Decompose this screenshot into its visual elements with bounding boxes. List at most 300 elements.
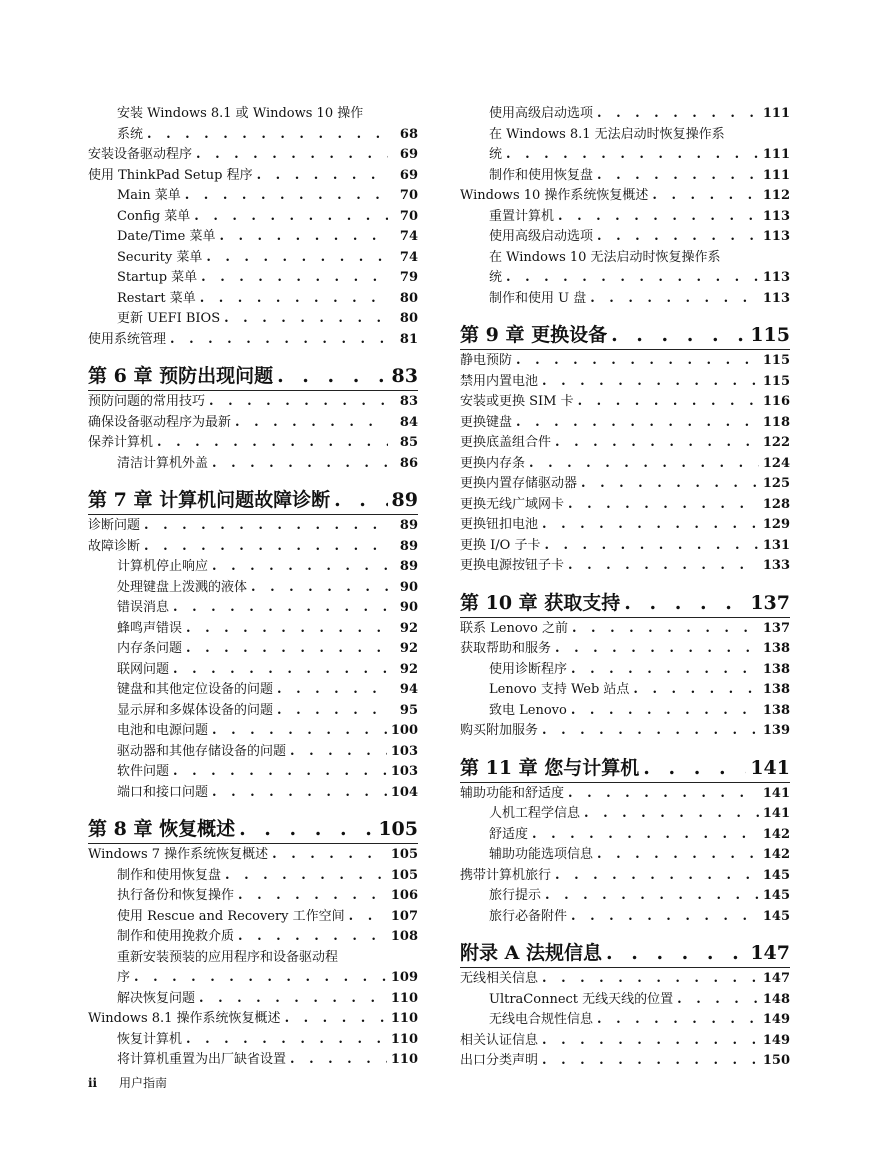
toc-subsection-entry[interactable] — [88, 186, 418, 207]
entry-title: 更新 UEFI BIOS — [117, 311, 221, 326]
toc-section-entry[interactable] — [460, 186, 790, 207]
entry-page-number: 92 — [399, 620, 418, 636]
entry-title: 人机工程学信息 — [489, 806, 581, 821]
toc-subsection-entry[interactable] — [88, 557, 418, 578]
toc-subsection-entry[interactable] — [88, 454, 418, 475]
dot-leader — [542, 969, 759, 990]
entry-title: 辅助功能选项信息 — [489, 847, 594, 862]
toc-subsection-entry[interactable] — [460, 990, 790, 1011]
entry-page-number: 109 — [390, 970, 418, 985]
dot-leader — [257, 166, 388, 187]
entry-page-number: 115 — [762, 353, 790, 368]
dot-leader — [555, 866, 759, 887]
entry-page-number: 74 — [399, 229, 418, 244]
entry-page-number: 105 — [390, 867, 418, 883]
toc-chapter-heading[interactable] — [460, 755, 790, 781]
chapter-rule — [88, 843, 418, 844]
entry-title: 蜂鸣声错误 — [117, 620, 183, 636]
entry-page-number: 81 — [399, 331, 418, 347]
toc-subsection-entry[interactable] — [460, 804, 790, 825]
entry-title: 清洁计算机外盖 — [117, 455, 209, 471]
entry-page-number: 112 — [762, 188, 790, 203]
entry-page-number: 128 — [762, 496, 790, 512]
dot-leader — [597, 166, 759, 187]
entry-page-number: 131 — [762, 537, 790, 553]
entry-page-number: 110 — [390, 1031, 418, 1047]
dot-leader — [173, 762, 387, 783]
entry-title: 辅助功能和舒适度 — [460, 785, 565, 801]
toc-section-entry[interactable] — [460, 351, 790, 372]
dot-leader — [545, 886, 759, 907]
entry-title: 使用系统管理 — [88, 331, 167, 347]
dot-leader — [578, 392, 759, 413]
toc-chapter-heading[interactable] — [460, 940, 790, 966]
entry-title-line-2-row — [117, 968, 418, 989]
entry-page-number: 116 — [762, 394, 790, 409]
entry-title-line-2: 统 — [489, 270, 503, 285]
toc-subsection-entry[interactable] — [88, 227, 418, 248]
dot-leader — [633, 680, 758, 701]
toc-subsection-entry[interactable] — [88, 248, 418, 269]
dot-leader — [532, 825, 759, 846]
toc-subsection-entry[interactable] — [88, 866, 418, 887]
entry-title: 使用 ThinkPad Setup 程序 — [88, 167, 253, 183]
entry-page-number: 70 — [399, 188, 418, 203]
chapter-rule — [88, 390, 418, 391]
entry-title: 使用诊断程序 — [489, 661, 568, 677]
dot-leader — [542, 515, 759, 536]
toc-subsection-entry[interactable] — [88, 578, 418, 599]
entry-title: 更换内存条 — [460, 455, 526, 471]
entry-title: 禁用内置电池 — [460, 373, 539, 389]
toc-subsection-entry[interactable] — [88, 660, 418, 681]
entry-title-line-2-row — [117, 125, 418, 146]
dot-leader — [224, 309, 388, 330]
toc-section-entry[interactable] — [460, 474, 790, 495]
entry-title-line-1: 重新安装预装的应用程序和设备驱动程 — [117, 949, 339, 965]
dot-leader — [597, 845, 759, 866]
dot-leader — [238, 886, 387, 907]
dot-leader — [185, 186, 388, 207]
entry-title: 致电 Lenovo — [489, 702, 567, 718]
entry-page-number: 110 — [390, 1011, 418, 1026]
dot-leader — [206, 248, 388, 269]
dot-leader — [597, 227, 759, 248]
entry-page-number: 68 — [399, 126, 418, 142]
toc-section-entry[interactable] — [460, 1031, 790, 1052]
entry-page-number: 124 — [762, 455, 790, 471]
entry-page-number: 90 — [399, 600, 418, 615]
entry-page-number: 113 — [762, 208, 790, 224]
entry-title: 使用 Rescue and Recovery 工作空间 — [117, 908, 345, 924]
chapter-page-number: 89 — [391, 489, 418, 511]
toc-section-entry[interactable] — [88, 516, 418, 537]
entry-title: Startup 菜单 — [117, 270, 198, 285]
dot-leader — [200, 289, 388, 310]
dot-leader — [584, 804, 759, 825]
dot-leader — [349, 907, 387, 928]
entry-page-number: 89 — [399, 518, 418, 533]
chapter-page-number: 105 — [378, 818, 418, 840]
toc-subsection-entry[interactable] — [88, 742, 418, 763]
toc-subsection-entry[interactable] — [88, 927, 418, 948]
entry-page-number: 138 — [762, 682, 790, 697]
toc-subsection-entry[interactable] — [460, 680, 790, 701]
entry-title: 舒适度 — [489, 826, 529, 842]
entry-page-number: 83 — [399, 394, 418, 409]
entry-title: Main 菜单 — [117, 188, 181, 203]
entry-title: Lenovo 支持 Web 站点 — [489, 682, 630, 697]
entry-page-number: 106 — [390, 888, 418, 903]
toc-subsection-entry[interactable] — [460, 907, 790, 928]
chapter-title: 第 6 章 预防出现问题 — [88, 365, 274, 387]
entry-page-number: 139 — [762, 723, 790, 738]
toc-subsection-entry[interactable] — [88, 309, 418, 330]
entry-page-number: 111 — [762, 167, 790, 183]
entry-title: 携带计算机旅行 — [460, 867, 552, 883]
entry-page-number: 145 — [762, 867, 790, 883]
entry-page-number: 142 — [762, 826, 790, 842]
entry-title: 软件问题 — [117, 764, 170, 779]
chapter-page-number: 137 — [750, 591, 790, 614]
dot-leader — [572, 619, 759, 640]
dot-leader — [516, 413, 759, 434]
dot-leader — [568, 556, 759, 577]
entry-page-number: 113 — [762, 290, 790, 306]
chapter-title: 第 11 章 您与计算机 — [460, 756, 640, 779]
page-footer — [88, 1074, 167, 1091]
entry-title: 无线电合规性信息 — [489, 1012, 594, 1027]
entry-page-number: 137 — [762, 620, 790, 636]
toc-subsection-entry[interactable] — [88, 619, 418, 640]
entry-title-line-1: 安装 Windows 8.1 或 Windows 10 操作 — [117, 106, 364, 121]
entry-title: 制作和使用 U 盘 — [489, 290, 587, 306]
entry-page-number: 145 — [762, 908, 790, 924]
entry-page-number: 69 — [399, 167, 418, 183]
toc-subsection-entry[interactable] — [460, 248, 790, 289]
entry-title: 端口和接口问题 — [117, 784, 209, 800]
toc-section-entry[interactable] — [88, 145, 418, 166]
entry-page-number: 84 — [399, 414, 418, 430]
dot-leader — [542, 372, 759, 393]
chapter-rule — [460, 782, 790, 783]
entry-title: 电池和电源问题 — [117, 723, 209, 738]
entry-title-line-1: 在 Windows 8.1 无法启动时恢复操作系 — [489, 126, 725, 142]
toc-section-entry[interactable] — [88, 1009, 418, 1030]
dot-leader — [544, 536, 758, 557]
entry-page-number: 110 — [390, 990, 418, 1006]
dot-leader — [542, 1051, 759, 1072]
toc-section-entry[interactable] — [88, 413, 418, 434]
dot-leader — [170, 330, 388, 351]
toc-subsection-entry[interactable] — [88, 639, 418, 660]
dot-leader — [652, 186, 758, 207]
dot-leader — [212, 557, 388, 578]
toc-section-entry[interactable] — [88, 537, 418, 558]
entry-page-number: 149 — [762, 1032, 790, 1048]
toc-subsection-entry[interactable] — [460, 845, 790, 866]
toc-subsection-entry[interactable] — [460, 1010, 790, 1031]
entry-title: 旅行必备附件 — [489, 908, 568, 924]
entry-title: 确保设备驱动程序为最新 — [88, 414, 232, 430]
entry-title: 内存条问题 — [117, 641, 183, 656]
dot-leader — [597, 1010, 759, 1031]
toc-subsection-entry[interactable] — [460, 227, 790, 248]
entry-page-number: 107 — [390, 908, 418, 924]
entry-title: UltraConnect 无线天线的位置 — [489, 991, 674, 1007]
dot-leader — [643, 755, 746, 781]
toc-subsection-entry[interactable] — [88, 783, 418, 804]
dot-leader — [516, 351, 759, 372]
entry-title: 驱动器和其他存储设备的问题 — [117, 743, 287, 759]
chapter-title: 第 10 章 获取支持 — [460, 591, 621, 614]
toc-subsection-entry[interactable] — [88, 721, 418, 742]
entry-page-number: 90 — [399, 579, 418, 595]
dot-leader — [238, 927, 387, 948]
footer-page-number: ii — [88, 1076, 98, 1090]
toc-section-entry[interactable] — [88, 845, 418, 866]
entry-title: Date/Time 菜单 — [117, 229, 216, 244]
entry-page-number: 150 — [762, 1053, 790, 1068]
entry-page-number: 133 — [762, 558, 790, 573]
dot-leader — [590, 289, 759, 310]
toc-section-entry[interactable] — [460, 515, 790, 536]
chapter-title: 第 7 章 计算机问题故障诊断 — [88, 489, 331, 511]
toc-subsection-entry[interactable] — [460, 207, 790, 228]
entry-page-number: 79 — [399, 270, 418, 285]
entry-title: 使用高级启动选项 — [489, 106, 594, 121]
entry-title: 购买附加服务 — [460, 723, 539, 738]
dot-leader — [144, 537, 388, 558]
chapter-page-number: 141 — [750, 756, 790, 779]
toc-subsection-entry[interactable] — [88, 701, 418, 722]
dot-leader — [555, 433, 759, 454]
entry-title: 重置计算机 — [489, 208, 555, 224]
toc-section-entry[interactable] — [460, 454, 790, 475]
toc-subsection-entry[interactable] — [88, 907, 418, 928]
toc-section-entry[interactable] — [460, 433, 790, 454]
toc-subsection-entry[interactable] — [460, 825, 790, 846]
toc-subsection-entry[interactable] — [460, 125, 790, 166]
entry-page-number: 111 — [762, 106, 790, 121]
toc-section-entry[interactable] — [460, 784, 790, 805]
toc-chapter-heading[interactable] — [88, 816, 418, 842]
dot-leader — [251, 578, 388, 599]
toc-section-entry[interactable] — [460, 372, 790, 393]
dot-leader — [597, 104, 759, 125]
entry-title: 显示屏和多媒体设备的问题 — [117, 702, 274, 718]
dot-leader — [147, 125, 388, 146]
dot-leader — [334, 487, 387, 513]
entry-page-number: 149 — [762, 1012, 790, 1027]
toc-section-entry[interactable] — [460, 536, 790, 557]
entry-title-line-2: 统 — [489, 147, 503, 162]
dot-leader — [571, 701, 759, 722]
entry-page-number: 141 — [762, 785, 790, 801]
entry-title: Security 菜单 — [117, 249, 203, 265]
entry-title: 预防问题的常用技巧 — [88, 394, 206, 409]
entry-title: 制作和使用挽救介质 — [117, 929, 235, 944]
entry-title: 更换无线广域网卡 — [460, 496, 565, 512]
toc-section-entry[interactable] — [460, 413, 790, 434]
dot-leader — [277, 680, 388, 701]
entry-title: 诊断问题 — [88, 518, 141, 533]
toc-section-entry[interactable] — [460, 556, 790, 577]
chapter-page-number: 115 — [750, 324, 790, 346]
entry-title: 键盘和其他定位设备的问题 — [117, 682, 274, 697]
entry-page-number: 89 — [399, 559, 418, 574]
entry-title: 无线相关信息 — [460, 971, 539, 986]
toc-chapter-heading[interactable] — [88, 487, 418, 513]
entry-title-line-2-row — [489, 145, 790, 166]
entry-page-number: 108 — [390, 929, 418, 944]
toc-subsection-entry[interactable] — [460, 886, 790, 907]
toc-subsection-entry[interactable] — [88, 1050, 418, 1071]
toc-section-entry[interactable] — [460, 639, 790, 660]
entry-title: 安装或更换 SIM 卡 — [460, 394, 574, 409]
entry-title: 解决恢复问题 — [117, 990, 196, 1006]
entry-page-number: 92 — [399, 641, 418, 656]
toc-subsection-entry[interactable] — [88, 268, 418, 289]
dot-leader — [212, 454, 388, 475]
entry-title: Windows 7 操作系统恢复概述 — [88, 847, 269, 862]
entry-page-number: 80 — [399, 290, 418, 306]
toc-subsection-entry[interactable] — [460, 104, 790, 125]
chapter-rule — [460, 617, 790, 618]
entry-title: 出口分类声明 — [460, 1053, 539, 1068]
toc-column-left — [88, 104, 418, 1071]
dot-leader — [277, 363, 387, 389]
entry-title: 更换电源按钮子卡 — [460, 558, 565, 573]
toc-section-entry[interactable] — [88, 166, 418, 187]
dot-leader — [235, 413, 388, 434]
toc-section-entry[interactable] — [460, 619, 790, 640]
entry-page-number: 103 — [390, 743, 418, 759]
toc-subsection-entry[interactable] — [88, 989, 418, 1010]
toc-subsection-entry[interactable] — [88, 104, 418, 145]
toc-subsection-entry[interactable] — [88, 762, 418, 783]
toc-subsection-entry[interactable] — [88, 1030, 418, 1051]
toc-subsection-entry[interactable] — [460, 701, 790, 722]
dot-leader — [529, 454, 759, 475]
toc-section-entry[interactable] — [460, 392, 790, 413]
chapter-rule — [88, 514, 418, 515]
entry-title: 处理键盘上泼溅的液体 — [117, 579, 248, 595]
chapter-rule — [460, 349, 790, 350]
entry-page-number: 80 — [399, 311, 418, 326]
toc-subsection-entry[interactable] — [88, 289, 418, 310]
entry-page-number: 70 — [399, 208, 418, 224]
dot-leader — [290, 1050, 387, 1071]
dot-leader — [624, 590, 746, 616]
dot-leader — [186, 1030, 387, 1051]
dot-leader — [212, 721, 387, 742]
toc-subsection-entry[interactable] — [88, 207, 418, 228]
chapter-title: 附录 A 法规信息 — [460, 942, 602, 964]
dot-leader — [272, 845, 387, 866]
entry-title: 更换内置存储驱动器 — [460, 476, 578, 491]
entry-page-number: 145 — [762, 888, 790, 903]
toc-column-right — [460, 104, 790, 1072]
toc-section-entry[interactable] — [88, 392, 418, 413]
dot-leader — [611, 322, 746, 348]
toc-chapter-heading[interactable] — [88, 363, 418, 389]
dot-leader — [212, 783, 387, 804]
entry-page-number: 113 — [762, 270, 790, 285]
entry-page-number: 118 — [762, 414, 790, 430]
toc-subsection-entry[interactable] — [460, 660, 790, 681]
toc-section-entry[interactable] — [460, 969, 790, 990]
dot-leader — [225, 866, 387, 887]
dot-leader — [239, 816, 374, 842]
dot-leader — [144, 516, 388, 537]
toc-section-entry[interactable] — [460, 495, 790, 516]
entry-page-number: 122 — [762, 435, 790, 450]
entry-title: 故障诊断 — [88, 538, 141, 554]
entry-title: 旅行提示 — [489, 888, 542, 903]
entry-title: 相关认证信息 — [460, 1032, 539, 1048]
entry-title: 计算机停止响应 — [117, 559, 209, 574]
entry-title: 获取帮助和服务 — [460, 641, 552, 656]
entry-title: 执行备份和恢复操作 — [117, 888, 235, 903]
entry-page-number: 92 — [399, 661, 418, 677]
entry-title: 更换底盖组合件 — [460, 435, 552, 450]
toc-subsection-entry[interactable] — [460, 289, 790, 310]
entry-page-number: 110 — [390, 1052, 418, 1067]
entry-page-number: 89 — [399, 538, 418, 554]
toc-section-entry[interactable] — [460, 866, 790, 887]
toc-section-entry[interactable] — [460, 1051, 790, 1072]
entry-title: Windows 8.1 操作系统恢复概述 — [88, 1011, 281, 1026]
toc-subsection-entry[interactable] — [88, 598, 418, 619]
toc-subsection-entry[interactable] — [460, 166, 790, 187]
dot-leader — [571, 660, 759, 681]
toc-section-entry[interactable] — [88, 330, 418, 351]
entry-page-number: 100 — [390, 723, 418, 738]
toc-chapter-heading[interactable] — [460, 322, 790, 348]
dot-leader — [209, 392, 388, 413]
footer-label: 用户指南 — [118, 1076, 167, 1090]
entry-title: Windows 10 操作系统恢复概述 — [460, 188, 649, 203]
chapter-page-number: 147 — [750, 942, 790, 964]
dot-leader — [555, 639, 759, 660]
entry-title: 更换键盘 — [460, 414, 513, 430]
chapter-page-number: 83 — [391, 365, 418, 387]
dot-leader — [506, 145, 759, 166]
dot-leader — [542, 721, 759, 742]
entry-title-line-2-row — [489, 268, 790, 289]
toc-subsection-entry[interactable] — [88, 948, 418, 989]
toc-subsection-entry[interactable] — [88, 680, 418, 701]
entry-title: Config 菜单 — [117, 208, 191, 224]
entry-page-number: 138 — [762, 702, 790, 718]
toc-section-entry[interactable] — [88, 433, 418, 454]
toc-chapter-heading[interactable] — [460, 590, 790, 616]
toc-section-entry[interactable] — [460, 721, 790, 742]
chapter-title: 第 9 章 更换设备 — [460, 324, 608, 346]
entry-page-number: 111 — [762, 147, 790, 162]
entry-page-number: 95 — [399, 702, 418, 718]
entry-page-number: 138 — [762, 641, 790, 656]
toc-subsection-entry[interactable] — [88, 886, 418, 907]
entry-page-number: 105 — [390, 847, 418, 862]
entry-page-number: 103 — [390, 764, 418, 779]
dot-leader — [173, 598, 388, 619]
entry-title: 恢复计算机 — [117, 1031, 183, 1047]
entry-title-line-1: 在 Windows 10 无法启动时恢复操作系 — [489, 249, 721, 265]
entry-page-number: 113 — [762, 229, 790, 244]
entry-title: 将计算机重置为出厂缺省设置 — [117, 1052, 287, 1067]
